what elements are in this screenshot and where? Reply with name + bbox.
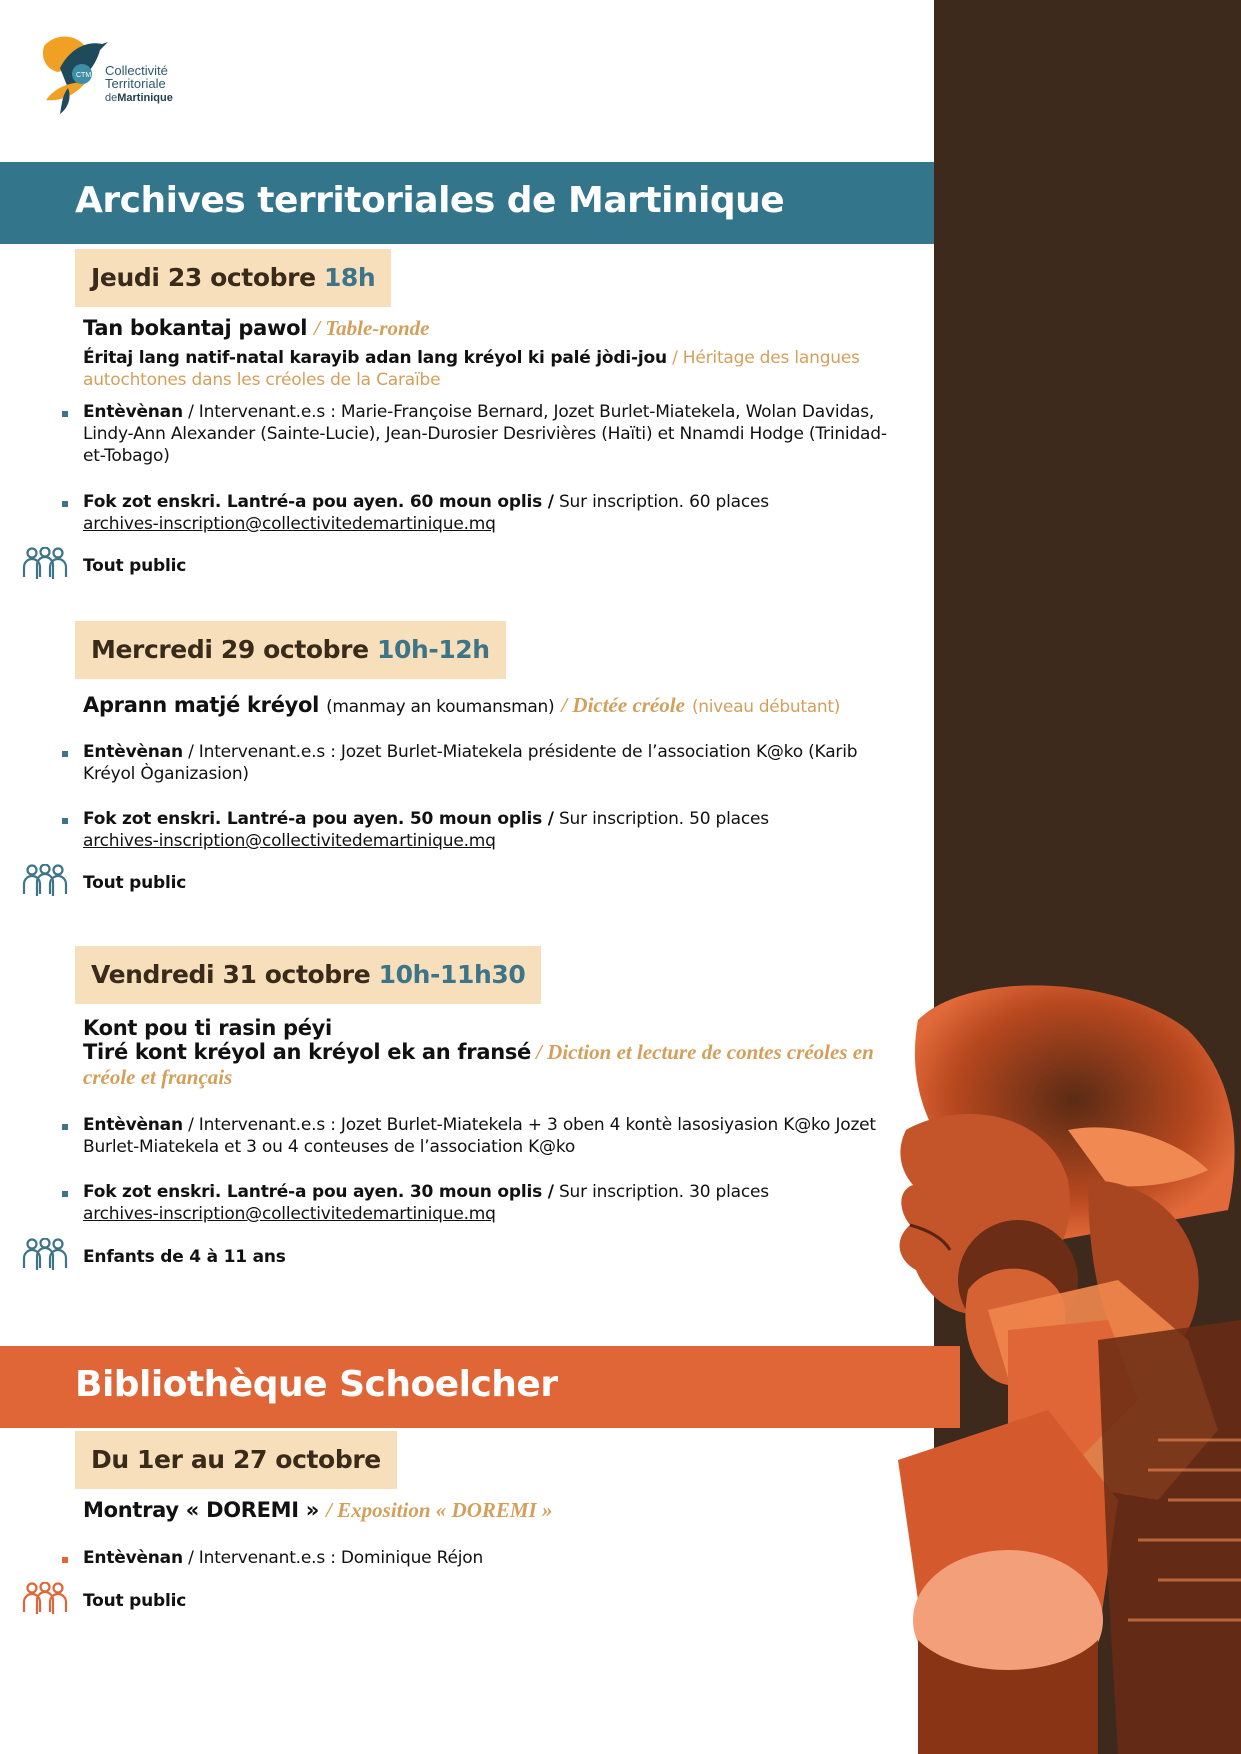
- event-speakers: [83, 1547, 903, 1569]
- logo-line2: Territoriale: [105, 76, 166, 91]
- event-time: 18h: [323, 263, 376, 292]
- event-time: 10h-12h: [376, 635, 490, 664]
- event-title-kreyol: Aprann matjé kréyol: [83, 693, 320, 717]
- event-title: [83, 693, 840, 718]
- event-subtitle: [83, 347, 863, 391]
- event-title: [83, 316, 429, 341]
- event-title-paren: (manmay an koumansman): [326, 697, 555, 717]
- ctm-logo: [38, 30, 188, 122]
- people-group-icon: [20, 864, 70, 900]
- event-title-line1: Kont pou ti rasin péyi: [83, 1016, 332, 1040]
- logo-line3-de: de: [105, 92, 118, 104]
- event-subtitle-fr: / Héritage des langues autochtones dans les créoles de la Caraïbe: [83, 348, 860, 390]
- people-group-icon: [20, 547, 70, 583]
- logo-line1: Collectivité: [105, 63, 168, 78]
- audience-label: Tout public: [83, 873, 187, 893]
- speakers-label: Entèvènan: [83, 742, 183, 762]
- speakers-label: Entèvènan: [83, 1548, 183, 1568]
- event-date-box: [75, 621, 506, 679]
- hummingbird-logo-icon: [38, 30, 108, 122]
- event-date: Jeudi 23 octobre: [91, 263, 316, 292]
- speakers-label: Entèvènan: [83, 1115, 183, 1135]
- event-title-fr-paren: (niveau débutant): [691, 697, 841, 717]
- event-speakers: [83, 741, 903, 785]
- logo-line3-name: Martinique: [117, 92, 173, 104]
- event-date: Vendredi 31 octobre: [91, 960, 371, 989]
- people-group-icon: [20, 1582, 70, 1618]
- registration-text: Sur inscription. 50 places: [553, 809, 769, 829]
- registration-text: Sur inscription. 60 places: [553, 492, 769, 512]
- audience-label: Enfants de 4 à 11 ans: [83, 1247, 286, 1267]
- registration-text: Sur inscription. 30 places: [553, 1182, 769, 1202]
- registration-label: Fok zot enskri. Lantré-a pou ayen. 60 moun oplis /: [83, 492, 554, 512]
- registration-email-link[interactable]: archives-inscription@collectivitedemartinique.mq: [83, 514, 496, 534]
- speakers-text: / Intervenant.e.s : Jozet Burlet-Miatekela + 3 oben 4 kontè lasosiyasion K@ko Jozet Burlet-Miatekela et 3 ou 4 conteuses de l’association K@ko: [83, 1115, 876, 1157]
- section-title-bibliotheque: Bibliothèque Schoelcher: [75, 1364, 558, 1405]
- svg-text:CTM: CTM: [76, 72, 92, 79]
- event-title-fr: / Diction et lecture de contes créoles en créole et français: [83, 1040, 874, 1089]
- event-date-box: [75, 249, 391, 307]
- section-band-bibliotheque: [0, 1346, 960, 1428]
- speakers-text: / Intervenant.e.s : Marie-Françoise Bernard, Jozet Burlet-Miatekela, Wolan Davidas, Lindy-Ann Alexander (Sainte-Lucie), Jean-Durosier Desrivières (Haïti) et Nnamdi Hodge (Trinidad-et-Tobago): [83, 402, 887, 466]
- event-title-kreyol: Montray « DOREMI »: [83, 1498, 320, 1522]
- event-registration: [83, 808, 903, 852]
- event-registration: [83, 1181, 903, 1225]
- event-title: [83, 1016, 883, 1090]
- speakers-text: / Intervenant.e.s : Jozet Burlet-Miatekela présidente de l’association K@ko (Karib Kréyol Òganizasion): [83, 742, 858, 784]
- speakers-label: Entèvènan: [83, 402, 183, 422]
- event-date-box: [75, 1431, 397, 1489]
- event-title-fr: / Exposition « DOREMI »: [326, 1498, 553, 1522]
- event-title-kreyol: Tan bokantaj pawol: [83, 316, 308, 340]
- section-title-archives: Archives territoriales de Martinique: [75, 180, 785, 221]
- registration-label: Fok zot enskri. Lantré-a pou ayen. 50 moun oplis /: [83, 809, 554, 829]
- speakers-text: / Intervenant.e.s : Dominique Réjon: [182, 1548, 484, 1568]
- registration-email-link[interactable]: archives-inscription@collectivitedemartinique.mq: [83, 1204, 496, 1224]
- event-title-fr: / Dictée créole: [561, 693, 685, 717]
- event-date: Mercredi 29 octobre: [91, 635, 369, 664]
- audience-label: Tout public: [83, 556, 187, 576]
- people-group-icon: [20, 1238, 70, 1274]
- event-date-box: [75, 946, 541, 1004]
- event-speakers: [83, 1114, 903, 1158]
- registration-email-link[interactable]: archives-inscription@collectivitedemartinique.mq: [83, 831, 496, 851]
- event-date: Du 1er au 27 octobre: [91, 1445, 381, 1474]
- event-subtitle-kreyol: Éritaj lang natif-natal karayib adan lang kréyol ki palé jòdi-jou: [83, 348, 667, 368]
- event-title-line2: Tiré kont kréyol an kréyol ek an fransé: [83, 1040, 531, 1064]
- registration-label: Fok zot enskri. Lantré-a pou ayen. 30 moun oplis /: [83, 1182, 554, 1202]
- event-registration: [83, 491, 903, 535]
- event-title-fr: / Table-ronde: [314, 316, 430, 340]
- section-band-archives: [0, 162, 934, 244]
- event-title: [83, 1498, 552, 1523]
- audience-label: Tout public: [83, 1591, 187, 1611]
- event-time: 10h-11h30: [378, 960, 526, 989]
- event-speakers: [83, 401, 903, 467]
